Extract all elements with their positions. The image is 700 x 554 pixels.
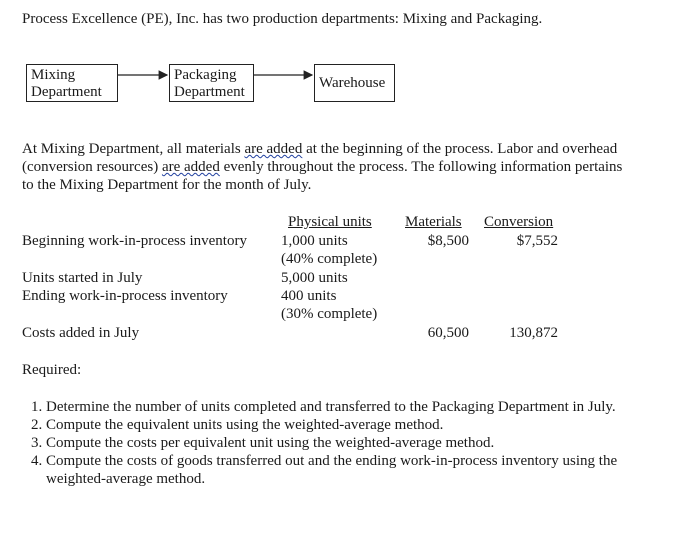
required-heading: Required: bbox=[22, 362, 82, 378]
beginning-wip-materials: $8,500 bbox=[427, 233, 469, 249]
description-paragraph bbox=[22, 140, 632, 194]
units-started-label: Units started in July bbox=[22, 270, 143, 286]
intro-text: Process Excellence (PE), Inc. has two production departments: Mixing and Packaging. bbox=[22, 11, 543, 27]
para-part4: are added bbox=[161, 159, 220, 175]
units-started-value: 5,000 units bbox=[281, 270, 348, 286]
requirements-list bbox=[22, 398, 676, 488]
costs-added-conversion: 130,872 bbox=[509, 325, 558, 341]
packaging-box-line2: Department bbox=[174, 84, 245, 100]
costs-added-materials: 60,500 bbox=[427, 325, 469, 341]
requirement-item: 3. Compute the costs per equivalent unit using the weighted-average method. bbox=[46, 434, 676, 452]
header-conversion: Conversion bbox=[484, 214, 554, 230]
beginning-wip-pct: (40% complete) bbox=[281, 251, 378, 267]
requirement-item: 1. Determine the number of units completed and transferred to the Packaging Department in July. bbox=[46, 398, 676, 416]
para-part3: at the beginning of the process. Labor and overhead (conversion resources) bbox=[22, 141, 618, 175]
para-part2: are added bbox=[244, 141, 303, 157]
ending-wip-units: 400 units bbox=[281, 288, 337, 304]
header-physical-units: Physical units bbox=[288, 214, 372, 230]
packaging-box-line1: Packaging bbox=[174, 67, 237, 83]
beginning-wip-label: Beginning work-in-process inventory bbox=[22, 233, 247, 249]
para-part5: evenly throughout the process. The following information pertains to the Mixing Department for the month of July. bbox=[22, 159, 623, 193]
warehouse-box-label: Warehouse bbox=[319, 75, 386, 91]
ending-wip-label: Ending work-in-process inventory bbox=[22, 288, 228, 304]
header-materials: Materials bbox=[405, 214, 462, 230]
requirement-item: 4. Compute the costs of goods transferred out and the ending work-in-process inventory using the weighted-average method. bbox=[46, 452, 676, 488]
mixing-box-line2: Department bbox=[31, 84, 102, 100]
ending-wip-pct: (30% complete) bbox=[281, 306, 378, 322]
mixing-box-line1: Mixing bbox=[31, 67, 76, 83]
requirement-item: 2. Compute the equivalent units using the weighted-average method. bbox=[46, 416, 676, 434]
beginning-wip-conversion: $7,552 bbox=[516, 233, 558, 249]
flow-arrows bbox=[0, 0, 700, 120]
costs-added-label: Costs added in July bbox=[22, 325, 140, 341]
beginning-wip-units: 1,000 units bbox=[281, 233, 348, 249]
para-part1: At Mixing Department, all materials bbox=[22, 141, 245, 157]
